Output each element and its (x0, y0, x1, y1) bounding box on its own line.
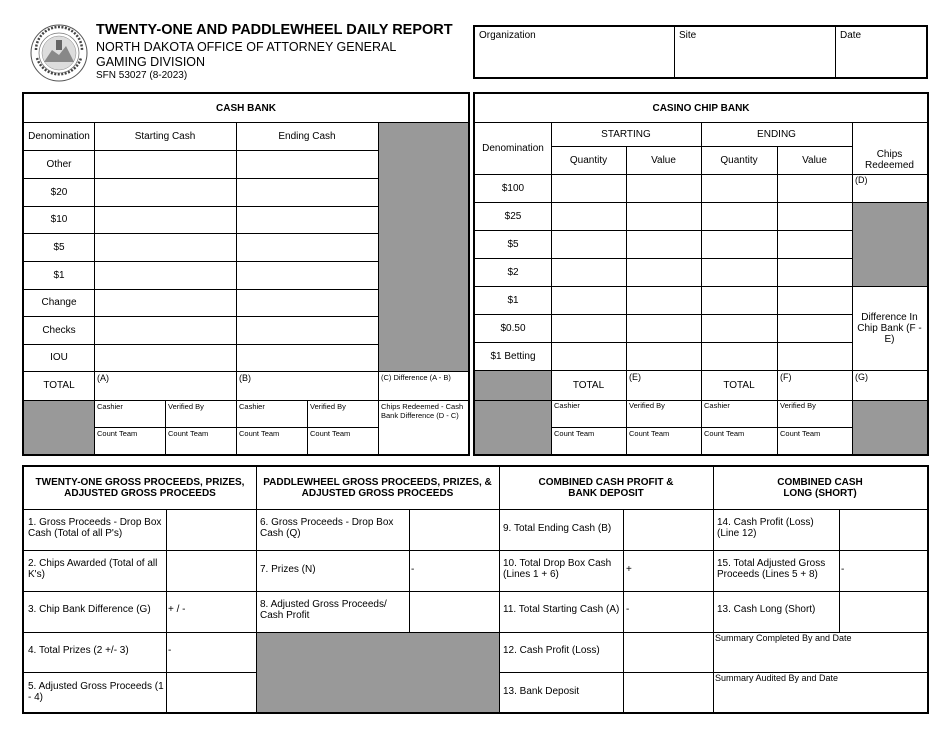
cb-count-team-2[interactable]: Count Team (168, 429, 209, 438)
chip-end-quantity: Quantity (720, 154, 758, 166)
line5-label: 5. Adjusted Gross Proceeds (1 - 4) (28, 681, 164, 703)
cb-cashier-start[interactable]: Cashier (97, 402, 123, 411)
organization-label: Organization (479, 30, 536, 41)
state-seal-icon (30, 24, 88, 82)
organization-field[interactable] (475, 27, 675, 77)
chip-col-ending: ENDING (757, 128, 796, 140)
cb-total-label: TOTAL (43, 380, 75, 391)
summary-audited-by[interactable]: Summary Audited By and Date (715, 673, 839, 683)
cash-bank-shaded (379, 123, 468, 371)
date-field[interactable] (836, 27, 926, 77)
cb-verified-end[interactable]: Verified By (310, 402, 346, 411)
cb-cashier-end[interactable]: Cashier (239, 402, 265, 411)
paddlewheel-shaded (257, 633, 499, 712)
cb-verified-start[interactable]: Verified By (168, 402, 204, 411)
chip-start-quantity: Quantity (569, 154, 608, 166)
line15-label: 15. Total Adjusted Gross Proceeds (Lines 5 + 8) (717, 558, 826, 580)
chip-mark-f: (F) (780, 372, 792, 382)
cb-row-iou: IOU (50, 352, 68, 363)
chip-total-shaded (475, 371, 551, 454)
chip-cashier-start[interactable]: Cashier (554, 401, 580, 410)
site-label: Site (679, 30, 697, 41)
date-label: Date (840, 30, 862, 41)
line8-label: 8. Adjusted Gross Proceeds/ Cash Profit (260, 599, 387, 621)
chip-count-team-1[interactable]: Count Team (554, 429, 595, 438)
cb-difference-label: (C) Difference (A - B) (381, 373, 451, 382)
summary-completed-by[interactable]: Summary Completed By and Date (715, 633, 852, 643)
chip-redeemed-shaded (853, 203, 927, 287)
chip-cashier-end[interactable]: Cashier (704, 401, 730, 410)
cb-row-20: $20 (50, 186, 68, 198)
chip-col-denomination: Denomination (482, 142, 544, 154)
chip-sign-shaded (853, 401, 927, 454)
cb-row-1: $1 (53, 269, 65, 281)
chip-col-starting: STARTING (601, 128, 651, 140)
summary-col4-title: COMBINED CASH LONG (SHORT) (777, 477, 863, 499)
cb-sign-shaded (24, 401, 94, 454)
chip-end-value: Value (802, 154, 827, 166)
cb-mark-b: (B) (239, 373, 251, 383)
summary-section (22, 465, 929, 714)
cb-count-team-4[interactable]: Count Team (310, 429, 351, 438)
cb-row-checks: Checks (42, 324, 76, 336)
line3-label: 3. Chip Bank Difference (G) (28, 604, 151, 615)
chip-row-050: $0.50 (500, 322, 526, 334)
cb-row-other: Other (46, 158, 72, 170)
cb-row-5: $5 (53, 241, 65, 253)
chip-count-team-2[interactable]: Count Team (629, 429, 670, 438)
line2-label: 2. Chips Awarded (Total of all K's) (28, 558, 158, 580)
line4-sign: - (168, 645, 172, 656)
header-fields (473, 25, 928, 79)
line10-label: 10. Total Drop Box Cash (Lines 1 + 6) (503, 558, 612, 580)
line13b-label: 13. Cash Long (Short) (717, 604, 816, 615)
line10-sign: + (626, 564, 632, 575)
chip-row-1: $1 (507, 294, 519, 306)
cb-col-denomination: Denomination (28, 130, 90, 142)
chip-row-1-betting: $1 Betting (490, 350, 536, 362)
line12-label: 12. Cash Profit (Loss) (503, 645, 600, 656)
division-name: GAMING DIVISION (96, 55, 206, 69)
line3-sign: + / - (168, 604, 186, 615)
chip-start-value: Value (651, 154, 676, 166)
line9-label: 9. Total Ending Cash (B) (503, 523, 612, 534)
chip-row-5: $5 (507, 238, 519, 250)
chip-total-start: TOTAL (572, 379, 605, 391)
cb-count-team-1[interactable]: Count Team (97, 429, 138, 438)
agency-name: NORTH DAKOTA OFFICE OF ATTORNEY GENERAL (96, 40, 397, 54)
line11-label: 11. Total Starting Cash (A) (503, 604, 620, 615)
chip-verified-end[interactable]: Verified By (780, 401, 816, 410)
cb-col-ending: Ending Cash (278, 130, 336, 142)
line7-sign: - (411, 564, 415, 575)
cb-col-starting: Starting Cash (134, 130, 196, 142)
chip-mark-g: (G) (855, 372, 868, 382)
line13-label: 13. Bank Deposit (503, 686, 580, 697)
chip-count-team-4[interactable]: Count Team (780, 429, 821, 438)
chip-difference-label: Difference In Chip Bank (F - E) (857, 311, 922, 345)
chip-verified-start[interactable]: Verified By (629, 401, 665, 410)
cb-row-change: Change (41, 297, 77, 308)
line14-label: 14. Cash Profit (Loss) (Line 12) (717, 517, 814, 539)
chip-bank-title: CASINO CHIP BANK (652, 102, 750, 114)
chip-row-2: $2 (507, 266, 519, 278)
chip-total-end: TOTAL (723, 379, 755, 391)
cash-bank-section (22, 92, 470, 456)
chip-mark-e: (E) (629, 372, 641, 382)
line1-label: 1. Gross Proceeds - Drop Box Cash (Total of all P's) (28, 517, 162, 539)
chips-redeemed-label: Chips Redeemed (865, 149, 914, 171)
chip-count-team-3[interactable]: Count Team (704, 429, 745, 438)
cb-count-team-3[interactable]: Count Team (239, 429, 280, 438)
cb-row-10: $10 (50, 214, 68, 225)
site-field[interactable] (675, 27, 836, 77)
line6-label: 6. Gross Proceeds - Drop Box Cash (Q) (260, 517, 394, 539)
cash-bank-title: CASH BANK (216, 102, 276, 114)
cb-mark-a: (A) (97, 373, 109, 383)
chip-row-25: $25 (504, 210, 522, 222)
form-number: SFN 53027 (8-2023) (96, 70, 188, 81)
line4-label: 4. Total Prizes (2 +/- 3) (28, 645, 129, 656)
chip-mark-d: (D) (855, 175, 868, 185)
report-title: TWENTY-ONE AND PADDLEWHEEL DAILY REPORT (96, 22, 453, 38)
summary-col3-title: COMBINED CASH PROFIT & BANK DEPOSIT (538, 477, 674, 499)
summary-col1-title: TWENTY-ONE GROSS PROCEEDS, PRIZES, ADJUSTED GROSS PROCEEDS (35, 477, 245, 499)
chip-row-100: $100 (501, 182, 525, 194)
line15-sign: - (841, 564, 845, 575)
line7-label: 7. Prizes (N) (260, 564, 316, 575)
line11-sign: - (626, 604, 630, 615)
summary-col2-title: PADDLEWHEEL GROSS PROCEEDS, PRIZES, & ADJUSTED GROSS PROCEEDS (263, 477, 492, 499)
cb-chips-redeemed-diff: Chips Redeemed - Cash Bank Difference (D - C) (381, 402, 464, 420)
chip-bank-section (473, 92, 929, 456)
